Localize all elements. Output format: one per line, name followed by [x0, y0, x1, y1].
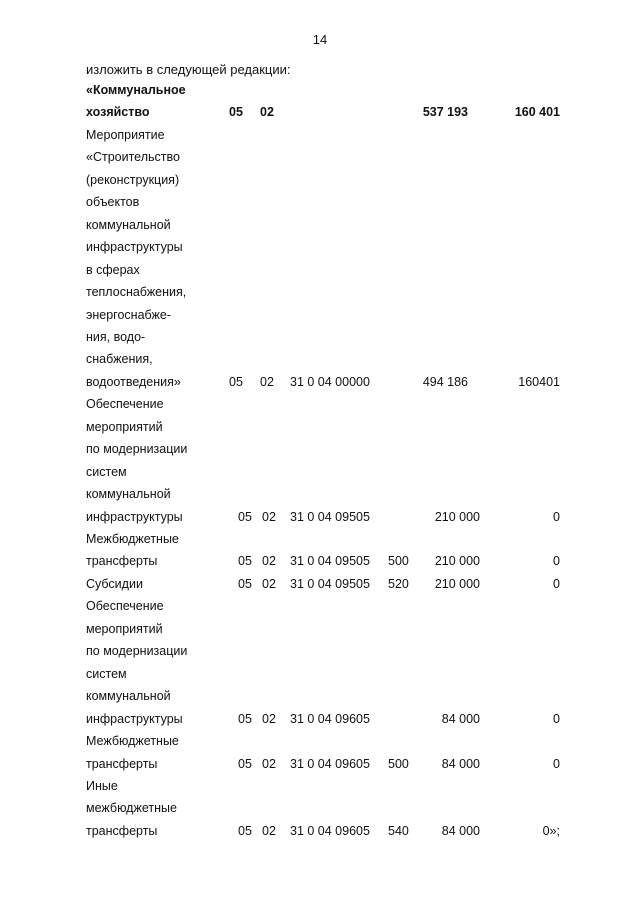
table-row	[0, 124, 640, 146]
subsection-code: 02	[262, 576, 276, 591]
table-row	[0, 326, 640, 348]
table-row	[0, 393, 640, 415]
row-name: межбюджетные	[86, 801, 177, 816]
table-row	[0, 730, 640, 752]
target-article-code: 31 0 04 00000	[290, 374, 370, 389]
table-row	[0, 550, 640, 572]
amount-first: 494 186	[422, 374, 468, 389]
row-name: энергоснабже-	[86, 307, 172, 322]
amount-second: 0	[553, 756, 560, 771]
expense-type-code: 500	[388, 756, 409, 771]
row-name: «Коммунальное	[86, 83, 186, 97]
row-name: хозяйство	[86, 105, 150, 120]
table-row	[0, 528, 640, 550]
row-name: Межбюджетные	[86, 734, 179, 749]
row-name: коммунальной	[86, 487, 171, 502]
table-row	[0, 281, 640, 303]
amount-first: 84 000	[441, 711, 480, 726]
row-name: инфраструктуры	[86, 711, 183, 726]
row-name: Обеспечение	[86, 397, 164, 412]
row-name: коммунальной	[86, 689, 171, 704]
table-row	[0, 461, 640, 483]
table-row	[0, 775, 640, 797]
table-row	[0, 483, 640, 505]
table-row	[0, 573, 640, 595]
section-code: 05	[238, 823, 252, 838]
table-row	[0, 797, 640, 819]
row-name: трансферты	[86, 554, 158, 569]
row-name: Обеспечение	[86, 599, 164, 614]
expense-type-code: 500	[388, 554, 409, 569]
amount-first: 84 000	[441, 756, 480, 771]
section-code: 05	[238, 711, 252, 726]
subsection-code: 02	[262, 756, 276, 771]
row-name: систем	[86, 666, 127, 681]
amount-first: 84 000	[441, 823, 480, 838]
subsection-code: 02	[260, 374, 274, 389]
table-row	[0, 371, 640, 393]
table-row	[0, 101, 640, 123]
section-code: 05	[238, 509, 252, 524]
row-name: теплоснабжения,	[86, 285, 187, 300]
subsection-code: 02	[260, 105, 274, 120]
section-code: 05	[229, 374, 243, 389]
table-row	[0, 640, 640, 662]
table-row	[0, 416, 640, 438]
table-row	[0, 304, 640, 326]
table-row	[0, 214, 640, 236]
row-name: Иные	[86, 778, 118, 793]
subsection-code: 02	[262, 711, 276, 726]
amount-second: 160 401	[514, 105, 560, 120]
row-name: систем	[86, 464, 127, 479]
row-name: «Строительство	[86, 150, 180, 165]
row-name: трансферты	[86, 756, 158, 771]
table-row	[0, 506, 640, 528]
table-row	[0, 348, 640, 370]
table-row	[0, 191, 640, 213]
table-row	[0, 685, 640, 707]
target-article-code: 31 0 04 09505	[290, 509, 370, 524]
section-code: 05	[238, 756, 252, 771]
table-row	[0, 708, 640, 730]
target-article-code: 31 0 04 09505	[290, 576, 370, 591]
row-name: объектов	[86, 195, 140, 210]
table-row	[0, 618, 640, 640]
row-name: в сферах	[86, 262, 140, 277]
table-row	[0, 820, 640, 842]
row-name: снабжения,	[86, 352, 153, 367]
subsection-code: 02	[262, 509, 276, 524]
row-name: инфраструктуры	[86, 509, 183, 524]
subsection-code: 02	[262, 554, 276, 569]
amount-first: 210 000	[434, 509, 480, 524]
expense-type-code: 540	[388, 823, 409, 838]
amount-second: 0	[553, 554, 560, 569]
section-code: 05	[238, 576, 252, 591]
target-article-code: 31 0 04 09605	[290, 823, 370, 838]
section-code: 05	[229, 105, 243, 120]
row-name: мероприятий	[86, 419, 163, 434]
expense-type-code: 520	[388, 576, 409, 591]
table-row	[0, 169, 640, 191]
row-name: инфраструктуры	[86, 240, 183, 255]
table-row	[0, 146, 640, 168]
table-row	[0, 753, 640, 775]
table-row	[0, 236, 640, 258]
row-name: мероприятий	[86, 621, 163, 636]
section-code: 05	[238, 554, 252, 569]
row-name: водоотведения»	[86, 374, 181, 389]
amount-first: 210 000	[434, 554, 480, 569]
page-number: 14	[312, 32, 328, 47]
target-article-code: 31 0 04 09505	[290, 554, 370, 569]
amount-second: 0	[553, 509, 560, 524]
table-row	[0, 438, 640, 460]
subsection-code: 02	[262, 823, 276, 838]
row-name: трансферты	[86, 823, 158, 838]
table-row	[0, 663, 640, 685]
amount-second: 0	[553, 711, 560, 726]
amount-first: 537 193	[422, 105, 468, 120]
target-article-code: 31 0 04 09605	[290, 711, 370, 726]
table-row	[0, 595, 640, 617]
row-name: по модернизации	[86, 644, 188, 659]
amount-second: 160401	[518, 374, 560, 389]
table-row	[0, 79, 640, 101]
row-name: (реконструкция)	[86, 172, 180, 187]
row-name: коммунальной	[86, 217, 171, 232]
amount-first: 210 000	[434, 576, 480, 591]
row-name: по модернизации	[86, 442, 188, 457]
row-name: Межбюджетные	[86, 532, 179, 546]
amount-second: 0»;	[542, 823, 560, 838]
table-row	[0, 259, 640, 281]
row-name: ния, водо-	[86, 329, 146, 344]
intro-text: изложить в следующей редакции:	[86, 62, 291, 77]
row-name: Субсидии	[86, 576, 143, 591]
amount-second: 0	[553, 576, 560, 591]
target-article-code: 31 0 04 09605	[290, 756, 370, 771]
row-name: Мероприятие	[86, 127, 165, 142]
